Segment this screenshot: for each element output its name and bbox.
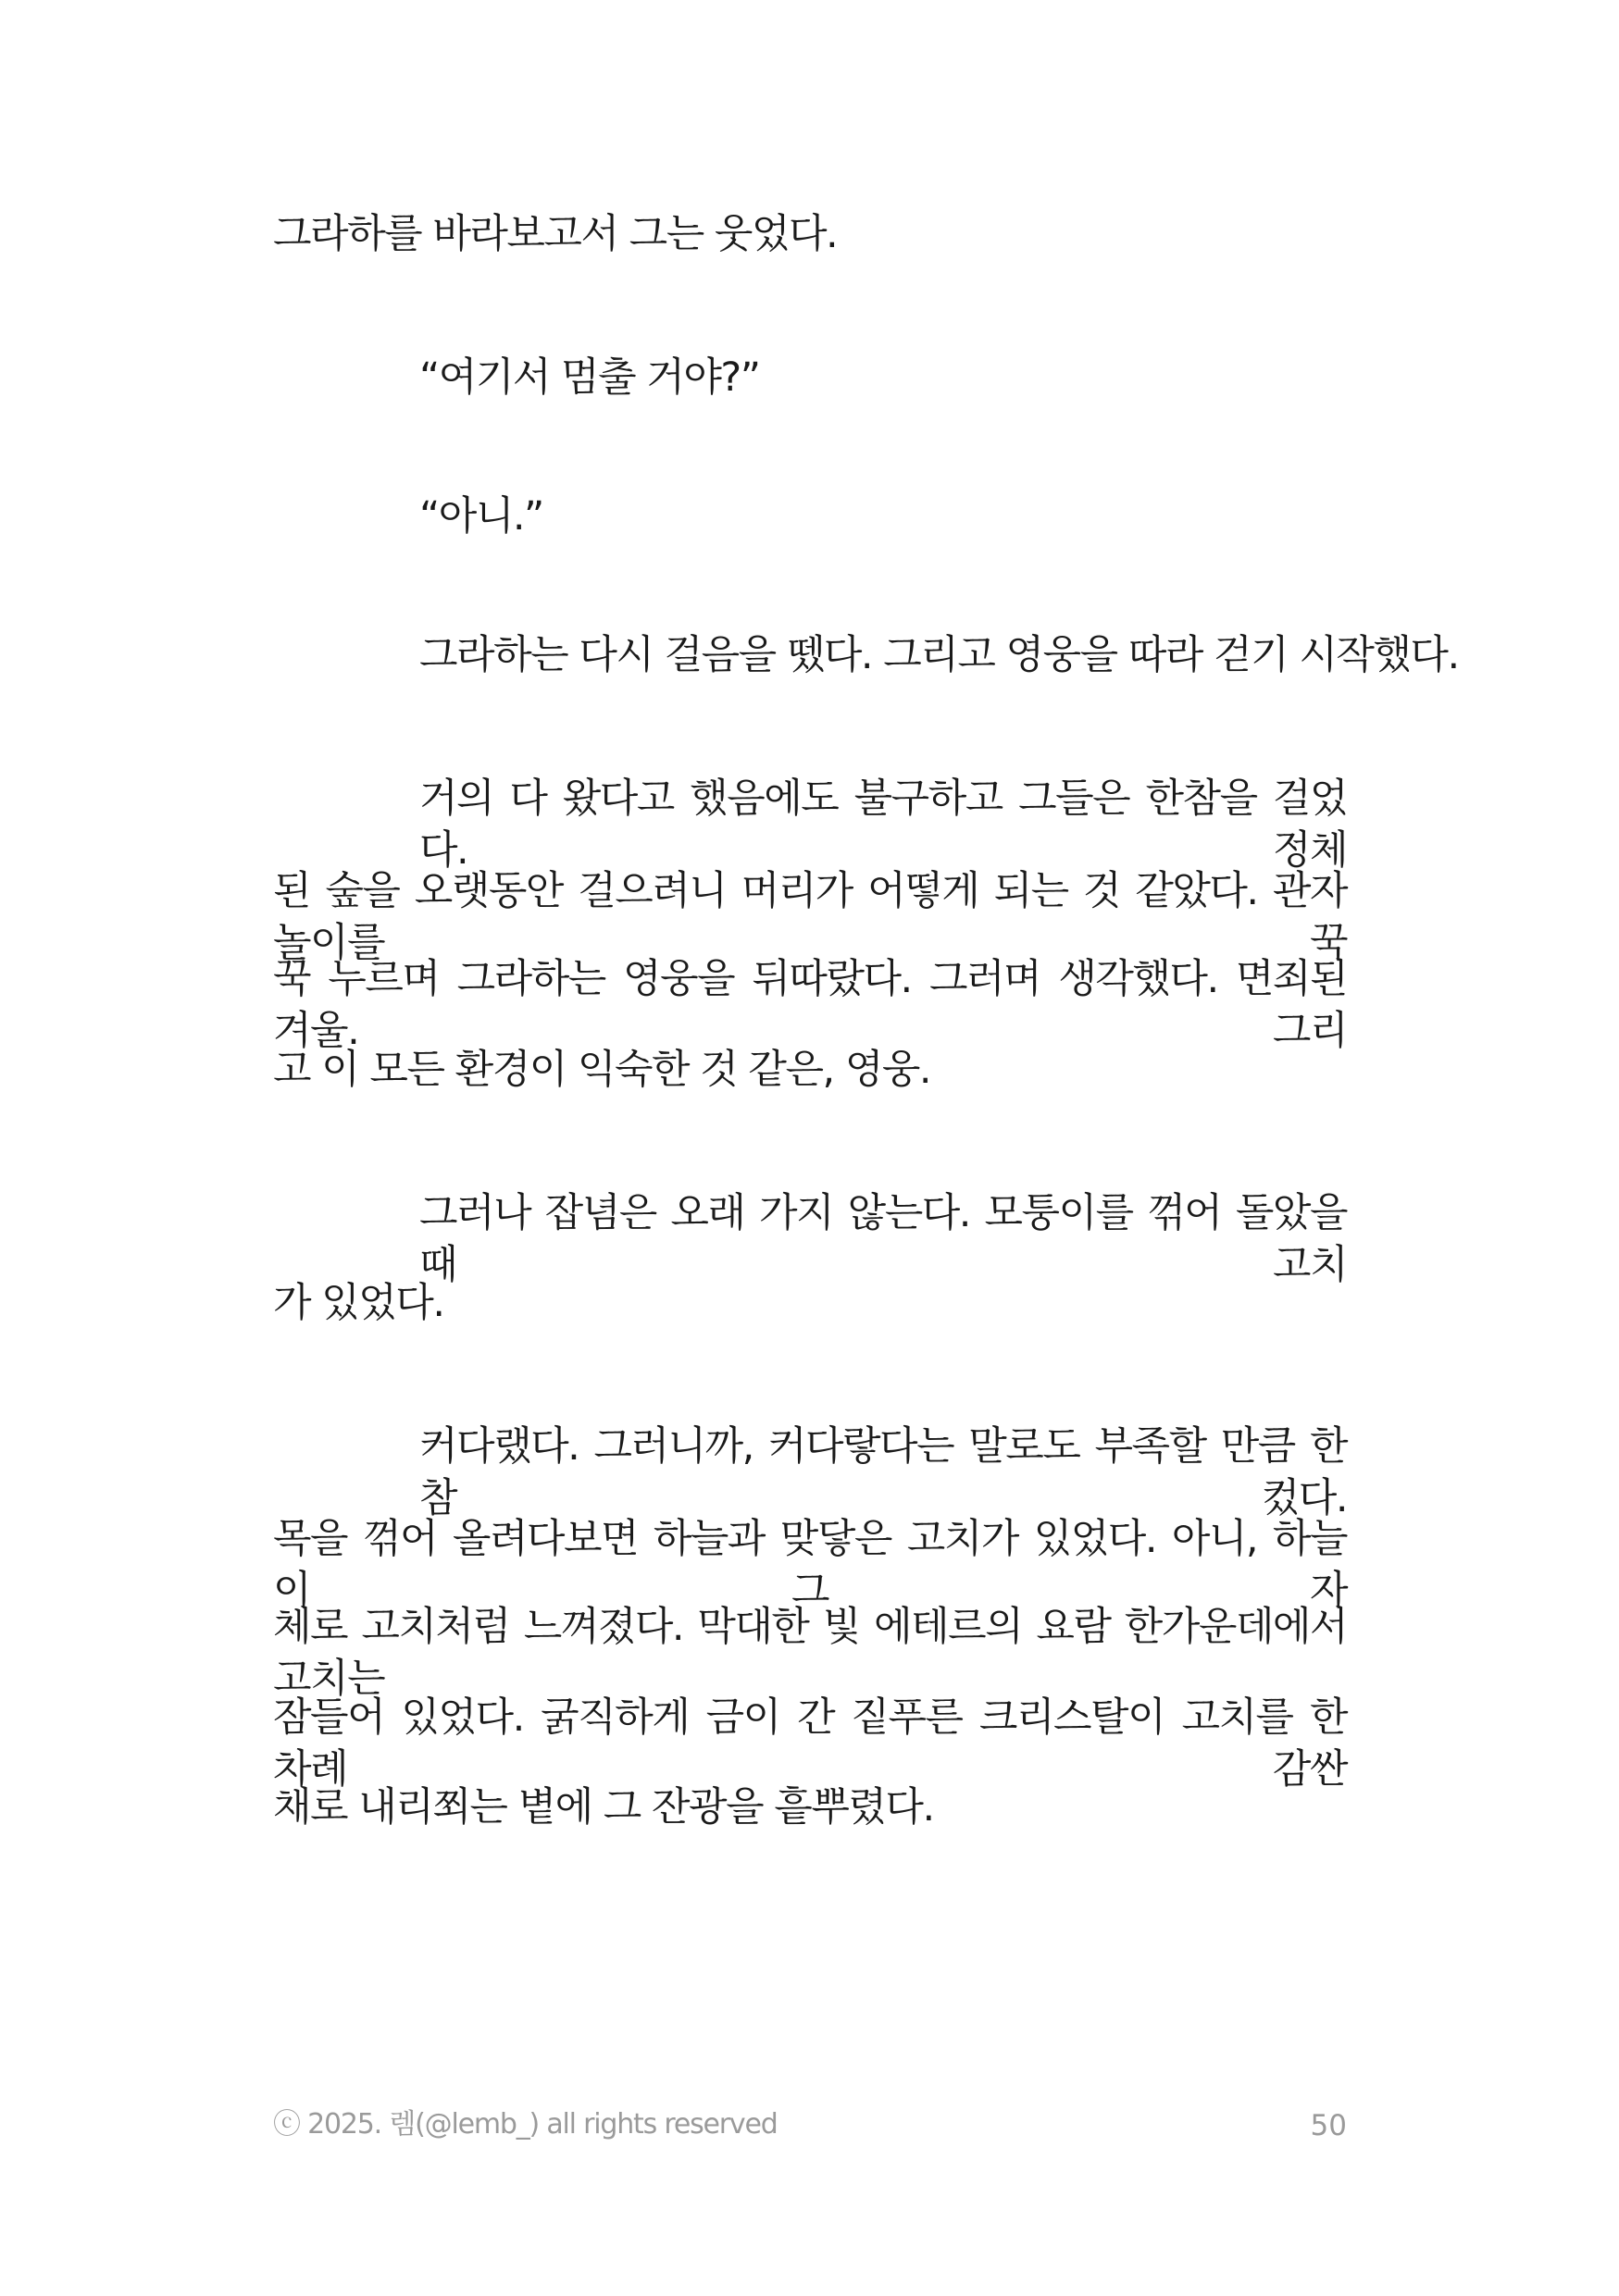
paragraph-line: 거의 다 왔다고 했음에도 불구하고 그들은 한참을 걸었다. 정체 [419,776,1347,874]
page-number: 50 [1310,2109,1347,2142]
paragraph-line: 고 이 모든 환경이 익숙한 것 같은, 영웅. [273,1047,931,1093]
paragraph-line: 목을 꺾어 올려다보면 하늘과 맞닿은 고치가 있었다. 아니, 하늘이 그 자 [273,1516,1347,1614]
paragraph-line: 가 있었다. [273,1280,444,1326]
paragraph-line: 커다랬다. 그러니까, 커다랗다는 말로도 부족할 만큼 한참 컸다. [419,1423,1347,1521]
paragraph-line: 체로 고치처럼 느껴졌다. 막대한 빛 에테르의 요람 한가운데에서 고치는 [273,1604,1347,1702]
dialogue-line: “여기서 멈출 거야?” [419,354,760,401]
paragraph-line: 그러나 잡념은 오래 가지 않는다. 모퉁이를 꺾어 돌았을 때 고치 [419,1190,1347,1288]
paragraph-line: 된 숲을 오랫동안 걸으려니 머리가 어떻게 되는 것 같았다. 관자놀이를 꾹 [273,868,1347,966]
text-line: 그라하는 다시 걸음을 뗐다. 그리고 영웅을 따라 걷기 시작했다. [419,632,1459,678]
text-line: 그라하를 바라보고서 그는 웃었다. [273,211,838,257]
paragraph-line: 잠들어 있었다. 굵직하게 금이 간 짙푸른 크리스탈이 고치를 한 차례 감싼 [273,1694,1347,1793]
copyright-notice: ⓒ 2025. 렘(@lemb_) all rights reserved [273,2108,778,2141]
dialogue-line: “아니.” [419,493,543,540]
paragraph-line: 꾹 누르며 그라하는 영웅을 뒤따랐다. 그러며 생각했다. 면죄된 겨울. 그리 [273,956,1347,1054]
paragraph-line: 채로 내리쬐는 볕에 그 잔광을 흩뿌렸다. [273,1784,934,1831]
